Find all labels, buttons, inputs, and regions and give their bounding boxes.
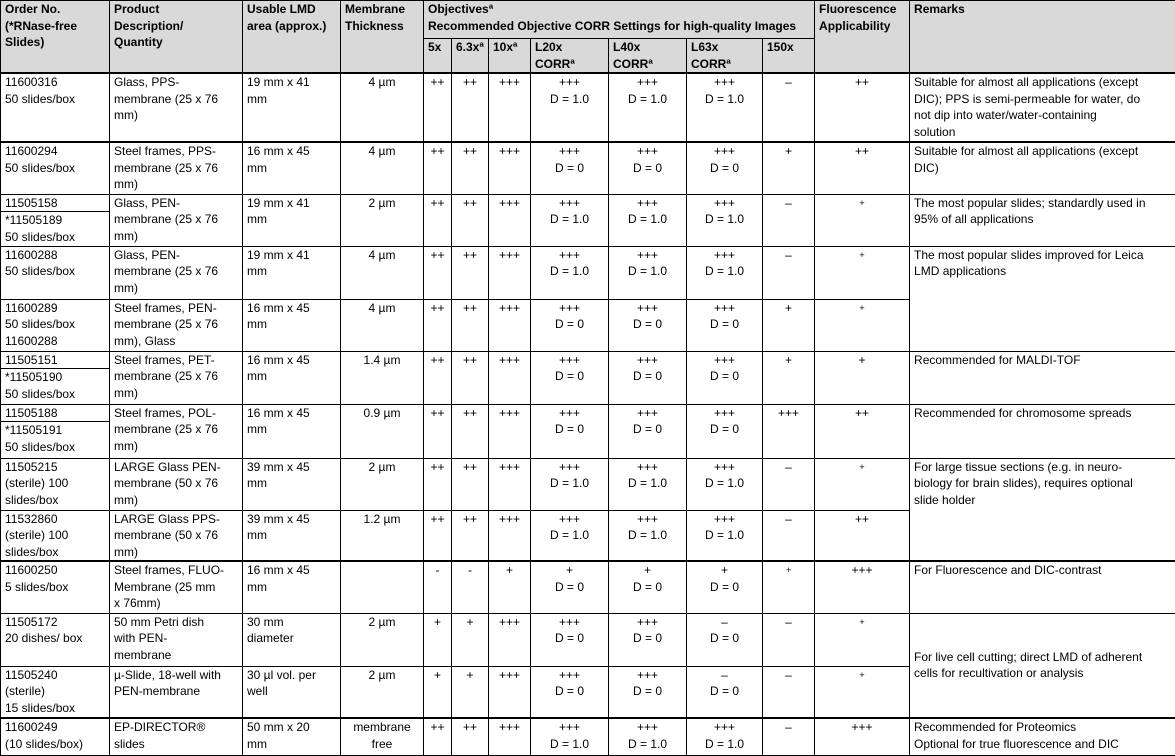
order-number: 11600289 50 slides/box 11600288: [1, 299, 110, 351]
usable-area: 39 mm x 45 mm: [243, 458, 341, 510]
fluorescence-value: +++: [815, 561, 910, 613]
obj-l63x-value: +++ D = 0: [687, 142, 763, 194]
obj-5x-value: ++: [424, 246, 452, 299]
table-row: [1, 561, 1175, 613]
obj-l40x-value: +++ D = 0: [609, 142, 687, 194]
usable-area: 19 mm x 41 mm: [243, 73, 341, 142]
obj-150x-value: –: [763, 718, 815, 755]
table-row: [1, 73, 1175, 142]
obj-5x-value: -: [424, 561, 452, 613]
obj-10x-value: +++: [489, 718, 531, 755]
obj-10x-value: +++: [489, 73, 531, 142]
fluorescence-value: ++: [815, 142, 910, 194]
usable-area: 16 mm x 45 mm: [243, 561, 341, 613]
obj-l20x-value: +++ D = 0: [531, 666, 609, 718]
obj-6-3x-value: ++: [452, 510, 489, 561]
obj-l40x-value: +++ D = 0: [609, 299, 687, 351]
header-area: Usable LMD area (approx.): [243, 1, 341, 74]
obj-10x-value: +++: [489, 404, 531, 458]
obj-150x-value: –: [763, 194, 815, 246]
usable-area: 19 mm x 41 mm: [243, 194, 341, 246]
obj-6-3x-value: ++: [452, 718, 489, 755]
product-description: µ-Slide, 18-well with PEN-membrane: [110, 666, 243, 718]
order-number: 11505151: [5, 352, 105, 369]
membrane-thickness: 0.9 µm: [341, 404, 424, 458]
remarks-text: For live cell cutting; direct LMD of adherent cells for recultivation or analysis: [910, 613, 1175, 718]
obj-l40x-value: +++ D = 1.0: [609, 246, 687, 299]
obj-l63x-value: +++ D = 1.0: [687, 73, 763, 142]
fluorescence-value: ++: [815, 510, 910, 561]
obj-l40x-value: +++ D = 0: [609, 613, 687, 666]
obj-10x-value: +++: [489, 299, 531, 351]
header-obj-l20x: L20x CORRª: [531, 39, 609, 74]
obj-l63x-value: +++ D = 1.0: [687, 510, 763, 561]
order-cell: [1, 194, 110, 246]
membrane-thickness: [341, 561, 424, 613]
usable-area: 16 mm x 45 mm: [243, 142, 341, 194]
product-description: LARGE Glass PPS- membrane (50 x 76 mm): [110, 510, 243, 561]
membrane-thickness: membrane free: [341, 718, 424, 755]
obj-l63x-value: – D = 0: [687, 613, 763, 666]
obj-l63x-value: + D = 0: [687, 561, 763, 613]
obj-6-3x-value: ++: [452, 142, 489, 194]
table-row: [1, 458, 1175, 510]
obj-l40x-value: +++ D = 1.0: [609, 718, 687, 755]
obj-5x-value: ++: [424, 73, 452, 142]
order-number: 11532860 (sterile) 100 slides/box: [1, 510, 110, 561]
obj-5x-value: ++: [424, 458, 452, 510]
header-obj-l63x: L63x CORRª: [687, 39, 763, 74]
fluorescence-value: +: [815, 351, 910, 404]
membrane-thickness: 2 µm: [341, 458, 424, 510]
product-description: Steel frames, PEN- membrane (25 x 76 mm), Glass: [110, 299, 243, 351]
obj-5x-value: ++: [424, 510, 452, 561]
obj-150x-value: –: [763, 246, 815, 299]
header-membrane: Membrane Thickness: [341, 1, 424, 74]
table-row: [1, 351, 1175, 404]
product-description: 50 mm Petri dish with PEN- membrane: [110, 613, 243, 666]
header-obj-10x: 10xª: [489, 39, 531, 74]
product-description: EP-DIRECTOR® slides: [110, 718, 243, 755]
obj-6-3x-value: ++: [452, 246, 489, 299]
order-number: 11505188: [5, 405, 105, 422]
membrane-thickness: 4 µm: [341, 73, 424, 142]
table-row: [1, 718, 1175, 755]
membrane-thickness: 2 µm: [341, 666, 424, 718]
obj-150x-value: –: [763, 510, 815, 561]
order-number: 11505240 (sterile) 15 slides/box: [1, 666, 110, 718]
remarks-text: For Fluorescence and DIC-contrast: [910, 561, 1175, 613]
obj-10x-value: +++: [489, 142, 531, 194]
table-row: [1, 142, 1175, 194]
membrane-thickness: 4 µm: [341, 299, 424, 351]
obj-150x-value: +: [763, 561, 815, 613]
product-description: Glass, PEN- membrane (25 x 76 mm): [110, 246, 243, 299]
obj-l63x-value: +++ D = 1.0: [687, 458, 763, 510]
obj-l20x-value: +++ D = 1.0: [531, 718, 609, 755]
fluorescence-value: +++: [815, 718, 910, 755]
product-description: LARGE Glass PEN- membrane (50 x 76 mm): [110, 458, 243, 510]
obj-6-3x-value: ++: [452, 458, 489, 510]
obj-l20x-value: +++ D = 1.0: [531, 246, 609, 299]
fluorescence-value: +: [815, 194, 910, 246]
obj-6-3x-value: +: [452, 666, 489, 718]
obj-10x-value: +++: [489, 458, 531, 510]
usable-area: 50 mm x 20 mm: [243, 718, 341, 755]
usable-area: 30 µl vol. per well: [243, 666, 341, 718]
obj-l40x-value: +++ D = 1.0: [609, 194, 687, 246]
header-fluorescence: Fluorescence Applicability: [815, 1, 910, 74]
obj-l20x-value: +++ D = 1.0: [531, 194, 609, 246]
fluorescence-value: +: [815, 666, 910, 718]
usable-area: 16 mm x 45 mm: [243, 351, 341, 404]
remarks-text: Recommended for MALDI-TOF: [910, 351, 1175, 404]
obj-l40x-value: +++ D = 1.0: [609, 73, 687, 142]
remarks-text: For large tissue sections (e.g. in neuro- biology for brain slides), requires optional slide holder: [910, 458, 1175, 561]
table-row: [1, 404, 1175, 458]
header-product: Product Description/ Quantity: [110, 1, 243, 74]
table-row: [1, 613, 1175, 666]
order-number: 11505172 20 dishes/ box: [1, 613, 110, 666]
obj-l40x-value: + D = 0: [609, 561, 687, 613]
order-number-rnase-free: *11505191 50 slides/box: [1, 421, 109, 455]
fluorescence-value: +: [815, 246, 910, 299]
obj-l20x-value: +++ D = 1.0: [531, 510, 609, 561]
obj-150x-value: –: [763, 613, 815, 666]
obj-150x-value: +: [763, 142, 815, 194]
fluorescence-value: +: [815, 613, 910, 666]
header-objectives: Objectivesª Recommended Objective CORR Settings for high-quality Images: [424, 1, 815, 39]
membrane-thickness: 4 µm: [341, 142, 424, 194]
obj-150x-value: –: [763, 666, 815, 718]
table-row: [1, 194, 1175, 246]
obj-l20x-value: +++ D = 0: [531, 299, 609, 351]
membrane-thickness: 2 µm: [341, 613, 424, 666]
order-number: 11600249 (10 slides/box): [1, 718, 110, 755]
order-number-rnase-free: *11505189 50 slides/box: [1, 211, 109, 245]
obj-l20x-value: +++ D = 1.0: [531, 73, 609, 142]
obj-l63x-value: – D = 0: [687, 666, 763, 718]
obj-6-3x-value: ++: [452, 73, 489, 142]
obj-10x-value: +++: [489, 194, 531, 246]
order-number: 11505215 (sterile) 100 slides/box: [1, 458, 110, 510]
order-cell: [1, 404, 110, 458]
remarks-text: The most popular slides; standardly used in 95% of all applications: [910, 194, 1175, 246]
obj-5x-value: ++: [424, 351, 452, 404]
obj-l40x-value: +++ D = 0: [609, 351, 687, 404]
obj-l40x-value: +++ D = 0: [609, 666, 687, 718]
obj-6-3x-value: ++: [452, 351, 489, 404]
obj-l20x-value: +++ D = 1.0: [531, 458, 609, 510]
remarks-text: Recommended for Proteomics Optional for true fluorescence and DIC: [910, 718, 1175, 755]
order-number: 11600288 50 slides/box: [1, 246, 110, 299]
fluorescence-value: ++: [815, 73, 910, 142]
obj-6-3x-value: ++: [452, 404, 489, 458]
obj-10x-value: +: [489, 561, 531, 613]
usable-area: 39 mm x 45 mm: [243, 510, 341, 561]
table-row: [1, 246, 1175, 299]
obj-5x-value: ++: [424, 142, 452, 194]
header-order: Order No. (*RNase-free Slides): [1, 1, 110, 74]
header-obj-l40x: L40x CORRª: [609, 39, 687, 74]
obj-l20x-value: +++ D = 0: [531, 142, 609, 194]
product-description: Steel frames, PET- membrane (25 x 76 mm): [110, 351, 243, 404]
obj-l20x-value: + D = 0: [531, 561, 609, 613]
fluorescence-value: ++: [815, 404, 910, 458]
obj-l20x-value: +++ D = 0: [531, 351, 609, 404]
obj-150x-value: +: [763, 299, 815, 351]
header-obj-150x: 150x: [763, 39, 815, 74]
obj-l20x-value: +++ D = 0: [531, 404, 609, 458]
product-description: Steel frames, FLUO- Membrane (25 mm x 76mm): [110, 561, 243, 613]
obj-150x-value: –: [763, 73, 815, 142]
membrane-thickness: 2 µm: [341, 194, 424, 246]
obj-l63x-value: +++ D = 0: [687, 351, 763, 404]
product-description: Steel frames, PPS- membrane (25 x 76 mm): [110, 142, 243, 194]
obj-150x-value: +: [763, 351, 815, 404]
order-number-rnase-free: *11505190 50 slides/box: [1, 368, 109, 402]
header-remarks: Remarks: [910, 1, 1175, 74]
order-number: 11600250 5 slides/box: [1, 561, 110, 613]
obj-10x-value: +++: [489, 666, 531, 718]
obj-5x-value: +: [424, 613, 452, 666]
obj-5x-value: +: [424, 666, 452, 718]
header-obj-6-3x: 6.3xª: [452, 39, 489, 74]
obj-150x-value: +++: [763, 404, 815, 458]
obj-l63x-value: +++ D = 1.0: [687, 246, 763, 299]
obj-l40x-value: +++ D = 1.0: [609, 510, 687, 561]
product-description: Glass, PEN- membrane (25 x 76 mm): [110, 194, 243, 246]
fluorescence-value: +: [815, 458, 910, 510]
order-cell: [1, 351, 110, 404]
usable-area: 16 mm x 45 mm: [243, 299, 341, 351]
fluorescence-value: +: [815, 299, 910, 351]
order-number: 11600316 50 slides/box: [1, 73, 110, 142]
obj-5x-value: ++: [424, 404, 452, 458]
remarks-text: The most popular slides improved for Leica LMD applications: [910, 246, 1175, 351]
obj-l40x-value: +++ D = 1.0: [609, 458, 687, 510]
obj-6-3x-value: ++: [452, 194, 489, 246]
remarks-text: Suitable for almost all applications (except DIC): [910, 142, 1175, 194]
usable-area: 16 mm x 45 mm: [243, 404, 341, 458]
obj-10x-value: +++: [489, 613, 531, 666]
product-description: Steel frames, POL- membrane (25 x 76 mm): [110, 404, 243, 458]
obj-150x-value: –: [763, 458, 815, 510]
obj-5x-value: ++: [424, 299, 452, 351]
obj-6-3x-value: +: [452, 613, 489, 666]
header-obj-5x: 5x: [424, 39, 452, 74]
usable-area: 30 mm diameter: [243, 613, 341, 666]
obj-l63x-value: +++ D = 0: [687, 404, 763, 458]
obj-l40x-value: +++ D = 0: [609, 404, 687, 458]
order-number: 11505158: [5, 195, 105, 212]
obj-10x-value: +++: [489, 510, 531, 561]
obj-l20x-value: +++ D = 0: [531, 613, 609, 666]
remarks-text: Suitable for almost all applications (except DIC); PPS is semi-permeable for water, do not dip into water/water-containing solution: [910, 73, 1175, 142]
obj-6-3x-value: ++: [452, 299, 489, 351]
obj-l63x-value: +++ D = 1.0: [687, 194, 763, 246]
remarks-text: Recommended for chromosome spreads: [910, 404, 1175, 458]
membrane-thickness: 1.4 µm: [341, 351, 424, 404]
membrane-thickness: 4 µm: [341, 246, 424, 299]
order-number: 11600294 50 slides/box: [1, 142, 110, 194]
product-description: Glass, PPS- membrane (25 x 76 mm): [110, 73, 243, 142]
obj-l63x-value: +++ D = 1.0: [687, 718, 763, 755]
obj-10x-value: +++: [489, 351, 531, 404]
obj-5x-value: ++: [424, 718, 452, 755]
obj-5x-value: ++: [424, 194, 452, 246]
obj-6-3x-value: -: [452, 561, 489, 613]
membrane-thickness: 1.2 µm: [341, 510, 424, 561]
obj-l63x-value: +++ D = 0: [687, 299, 763, 351]
usable-area: 19 mm x 41 mm: [243, 246, 341, 299]
obj-10x-value: +++: [489, 246, 531, 299]
